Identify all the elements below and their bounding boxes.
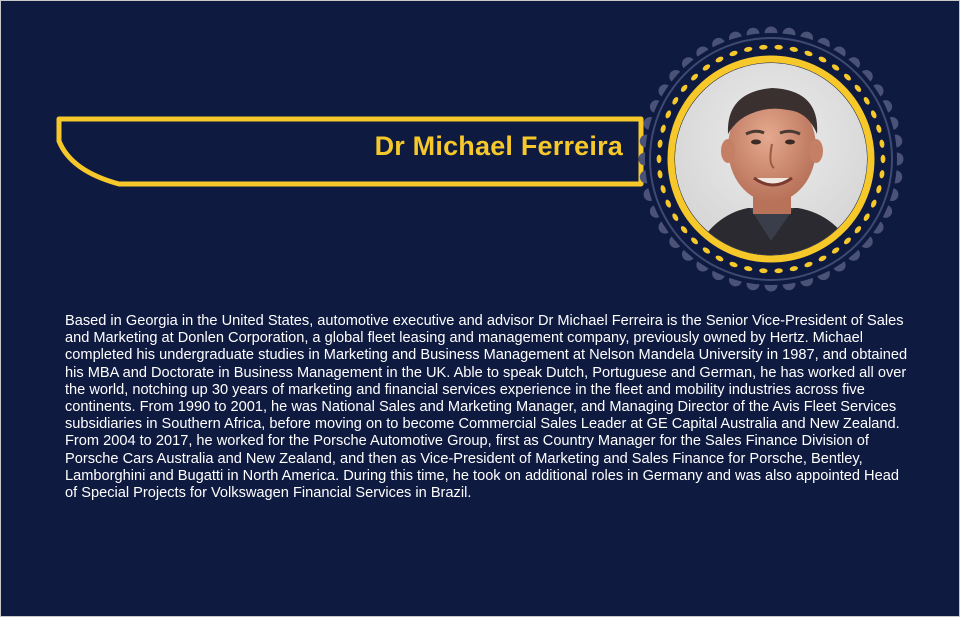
ring-dot <box>881 155 886 163</box>
person-name: Dr Michael Ferreira <box>374 131 623 161</box>
ring-dot <box>657 155 662 163</box>
portrait-svg <box>638 26 904 292</box>
portrait-frame <box>638 26 904 292</box>
biography-text: Based in Georgia in the United States, automotive executive and advisor Dr Michael Ferreira is the Senior Vice-President of Sales and Marketing at Donlen Corporation, a global fleet leasing and management company, previously owned by Hertz. Michael completed his undergraduate studies in Marketing and Business Management at Nelson Mandela University in 1987, and obtained his MBA and Doctorate in Business Management in the UK. Able to speak Dutch, Portuguese and German, he has worked all over the world, notching up 30 years of marketing and financial services experience in the fleet and mobility industries across five continents. From 1990 to 2001, he was National Sales and Marketing Manager, and Managing Director of the Avis Fleet Services subsidiaries in Southern Africa, before moving on to become Commercial Sales Leader at GE Capital Australia and New Zealand. From 2004 to 2017, he worked for the Porsche Automotive Group, first as Country Manager for the Sales Finance Division of Porsche Cars Australia and New Zealand, and then as Vice-President of Marketing and Sales Finance for Porsche, Bentley, Lamborghini and Bugatti in North America. During this time, he took on additional roles in Germany and was also appointed Head of Special Projects for Volkswagen Financial Services in Brazil. <box>65 313 908 502</box>
